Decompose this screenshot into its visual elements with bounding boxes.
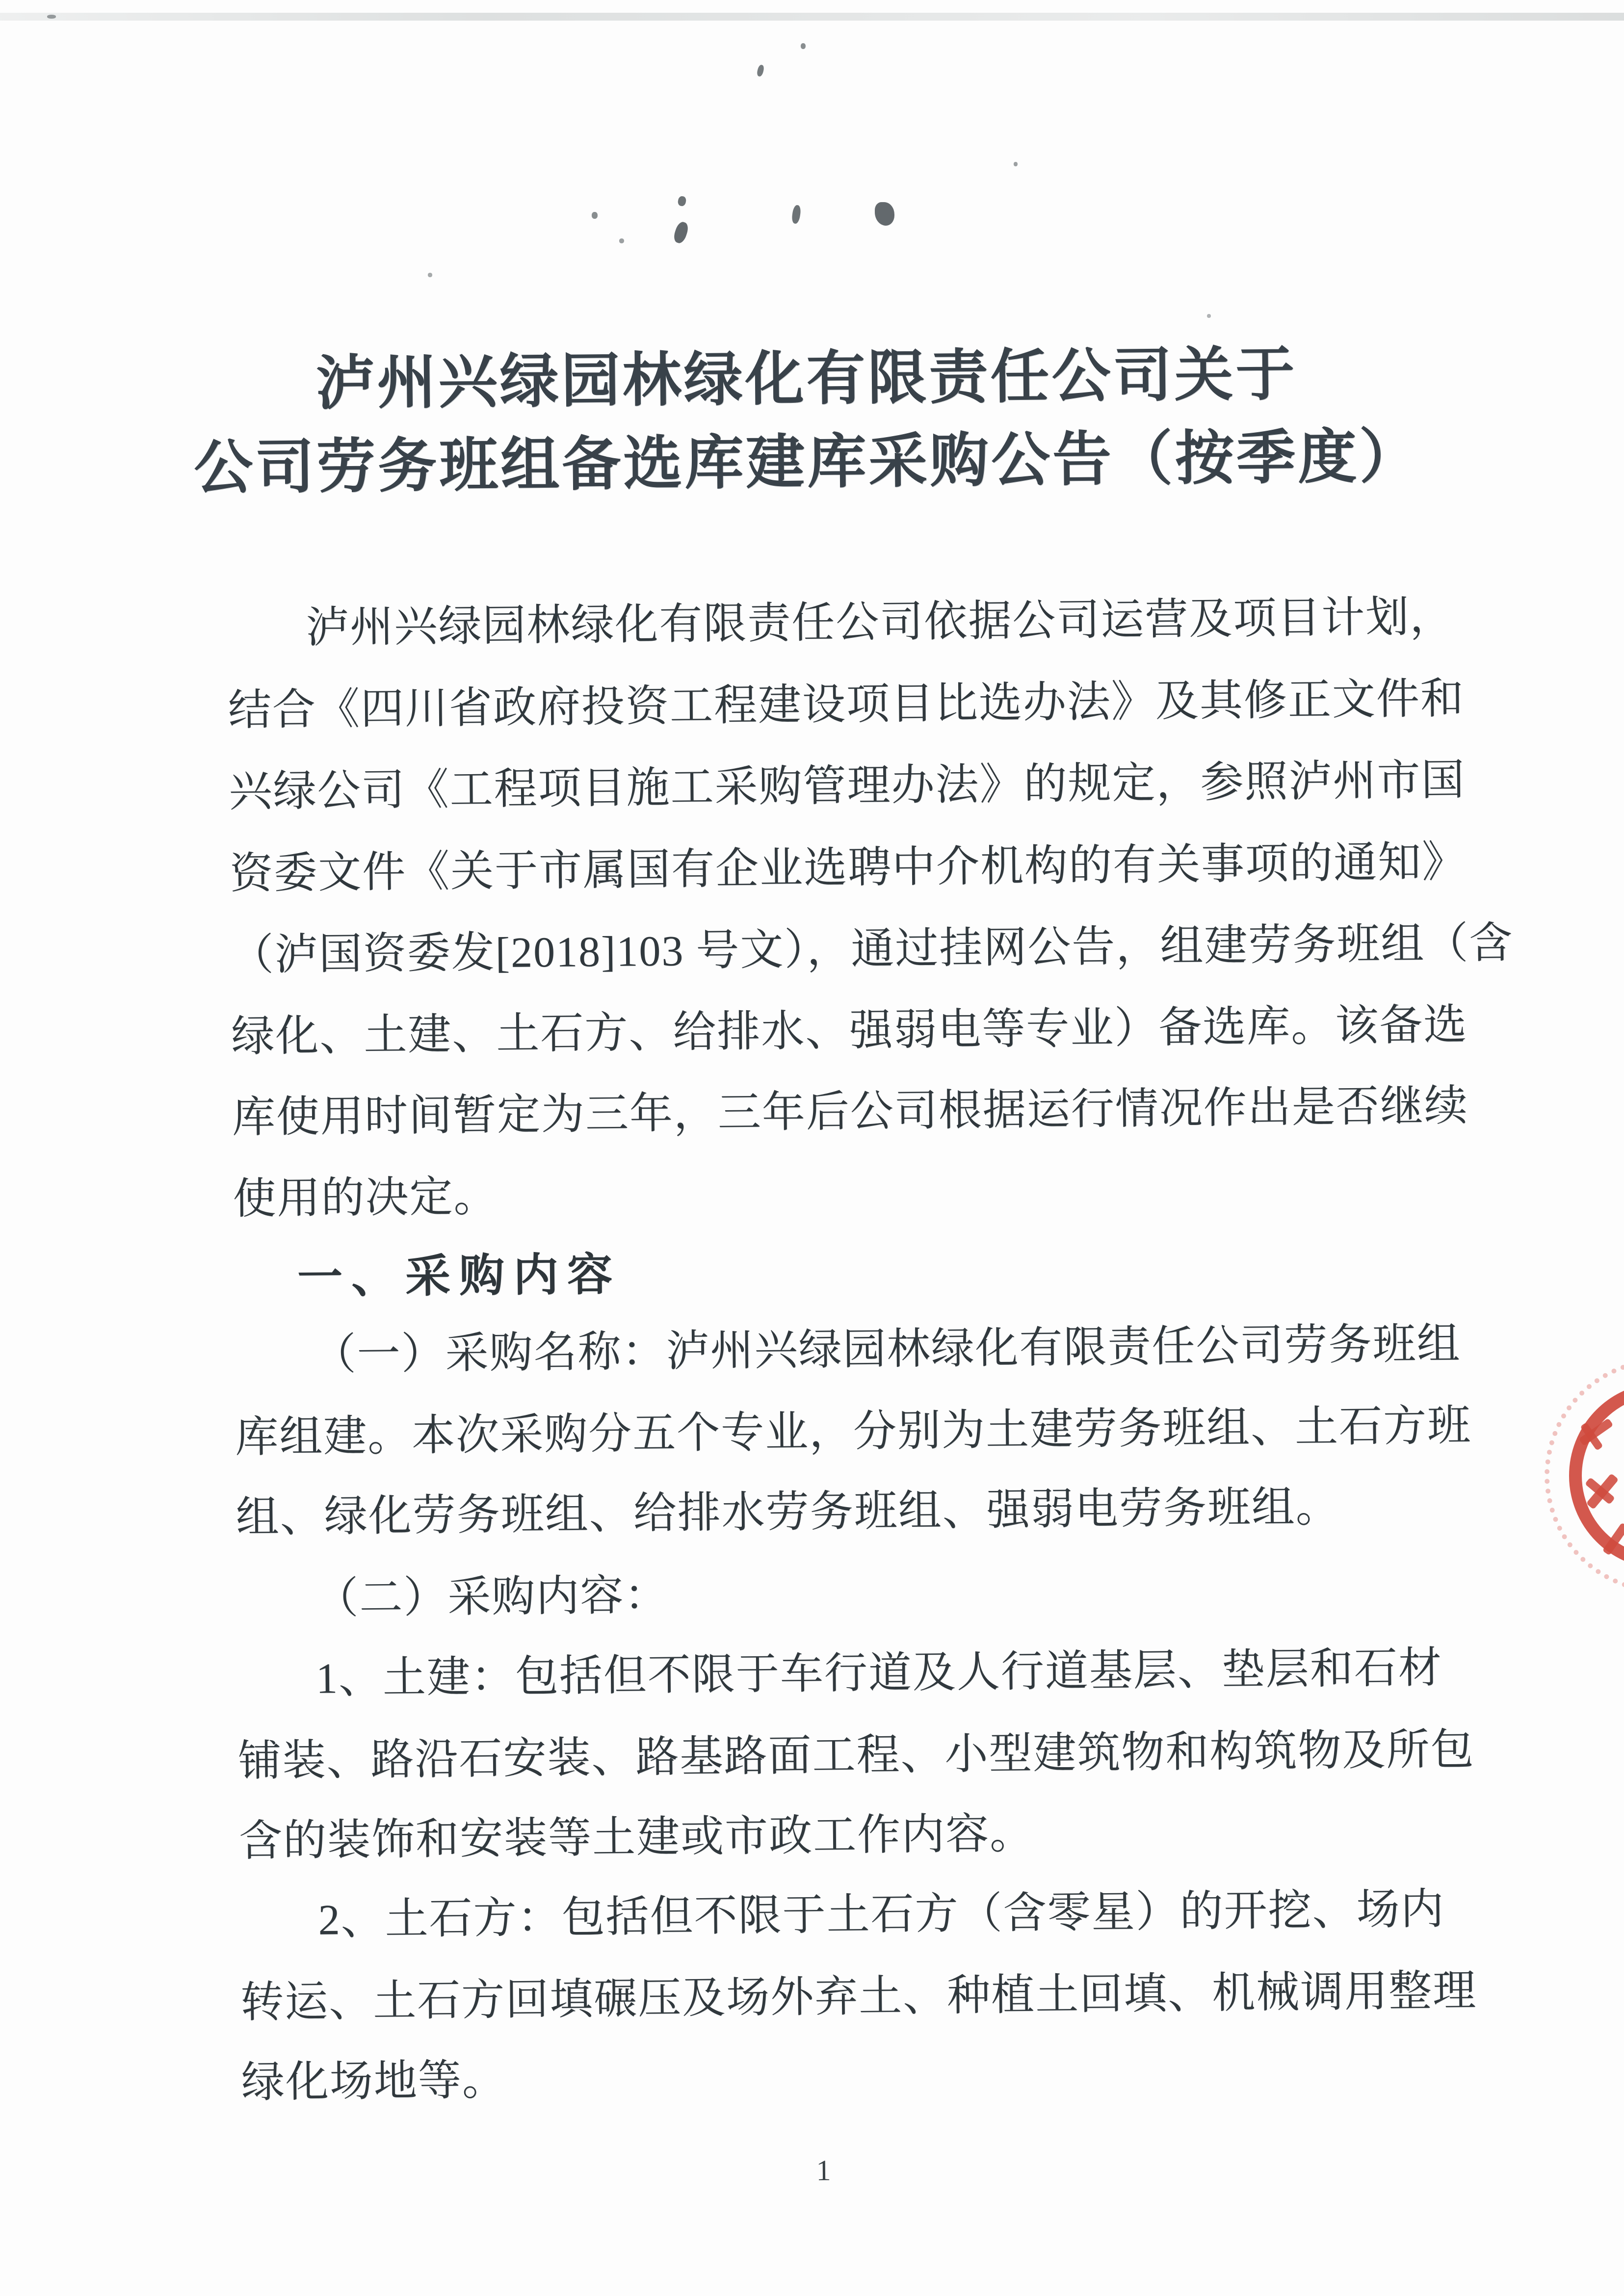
body-line: 库组建。本次采购分五个专业，分别为土建劳务班组、土石方班 bbox=[235, 1402, 1472, 1462]
body-line: 使用的决定。 bbox=[233, 1173, 498, 1224]
page-number: 1 bbox=[816, 2154, 831, 2187]
document-title-line-1: 泸州兴绿园林绿化有限责任公司关于 bbox=[315, 341, 1298, 417]
body-line: 资委文件《关于市属国有企业选聘中介机构的有关事项的通知》 bbox=[229, 838, 1467, 898]
body-line: 转运、土石方回填碾压及场外弃土、种植土回填、机械调用整理 bbox=[240, 1967, 1477, 2027]
body-line: 兴绿公司《工程项目施工采购管理办法》的规定，参照泸州市国 bbox=[229, 757, 1466, 816]
body-line: 泸州兴绿园林绿化有限责任公司依据公司运营及项目计划， bbox=[305, 593, 1454, 652]
body-line: 含的装饰和安装等土建或市政工作内容。 bbox=[238, 1810, 1034, 1866]
body-line: （泸国资委发[2018]103 号文），通过挂网公告，组建劳务班组（含 bbox=[230, 919, 1514, 980]
body-line: 库使用时间暂定为三年，三年后公司根据运行情况作出是否继续 bbox=[232, 1082, 1469, 1142]
body-line: 绿化、土建、土石方、给排水、强弱电等专业）备选库。该备选 bbox=[231, 1001, 1468, 1061]
section-heading-procurement-content: 一、采购内容 bbox=[297, 1249, 622, 1303]
body-line: （一）采购名称：泸州兴绿园林绿化有限责任公司劳务班组 bbox=[313, 1320, 1461, 1379]
body-line: 结合《四川省政府投资工程建设项目比选办法》及其修正文件和 bbox=[228, 675, 1465, 735]
body-line: 铺装、路沿石安装、路基路面工程、小型建筑物和构筑物及所包 bbox=[238, 1726, 1475, 1786]
document-title-line-2: 公司劳务班组备选库建库采购公告（按季度） bbox=[193, 423, 1421, 501]
body-line: 2、土石方：包括但不限于土石方（含零星）的开挖、场内 bbox=[318, 1885, 1445, 1944]
body-line: 组、绿化劳务班组、给排水劳务班组、强弱电劳务班组。 bbox=[236, 1483, 1340, 1542]
body-line: 绿化场地等。 bbox=[241, 2057, 507, 2107]
body-line: （二）采购内容： bbox=[314, 1571, 669, 1623]
body-line: 1、土建：包括但不限于车行道及人行道基层、垫层和石材 bbox=[315, 1644, 1443, 1703]
